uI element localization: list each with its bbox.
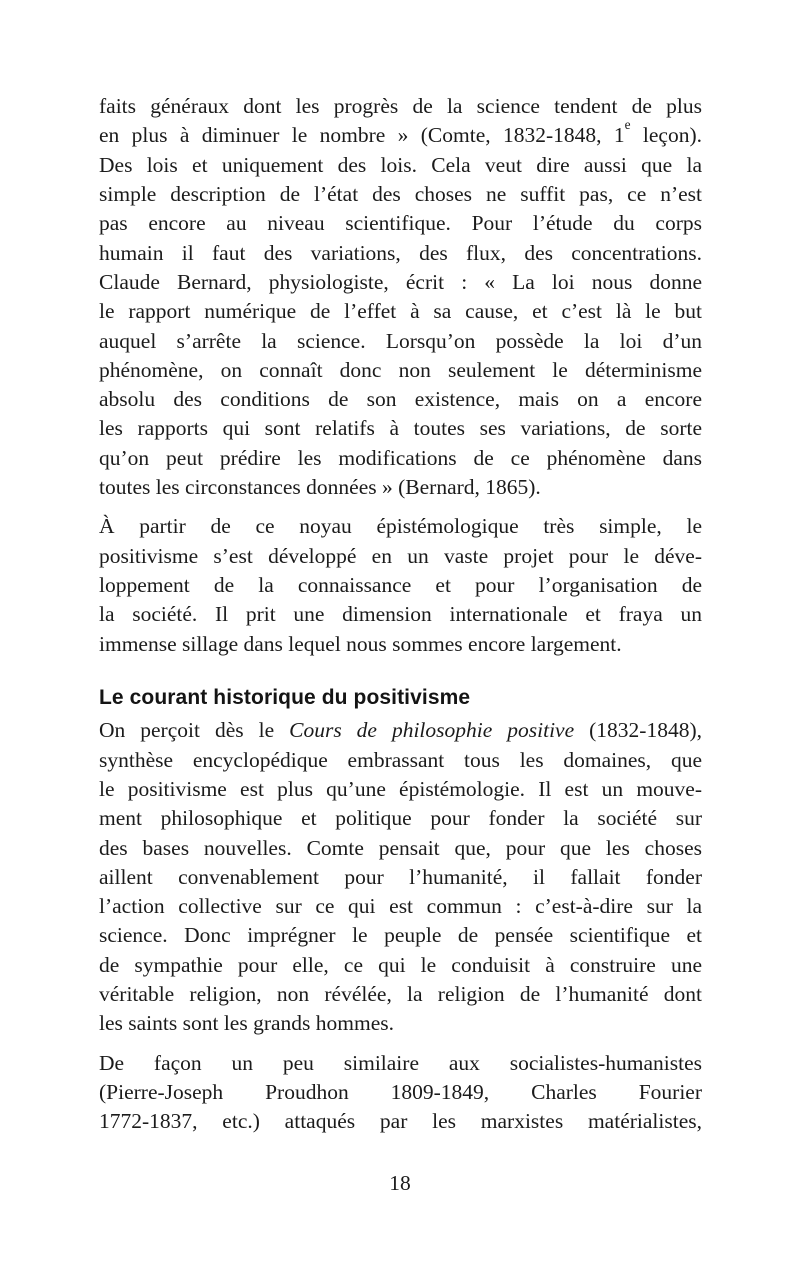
text-line: 1772-1837, etc.) attaqués par les marxistes matérialistes,	[99, 1109, 702, 1134]
text-line: science. Donc imprégner le peuple de pensée scientifique et	[99, 923, 702, 948]
page-number: 18	[389, 1171, 411, 1195]
text-line: humain il faut des variations, des flux, des concentrations.	[99, 240, 702, 265]
text-line: ment philosophique et politique pour fonder la société sur	[99, 806, 702, 831]
text-line: Claude Bernard, physiologiste, écrit : « La loi nous donne	[99, 269, 702, 294]
paragraph	[99, 1049, 702, 1137]
text-line: faits généraux dont les progrès de la science tendent de plus	[99, 94, 702, 118]
text-line: l’action collective sur ce qui est commun : c’est-à-dire sur la	[99, 894, 702, 919]
paragraph	[99, 92, 702, 502]
text-line	[99, 116, 702, 150]
text-line: toutes les circonstances données » (Bernard, 1865).	[99, 475, 541, 500]
text-line: les saints sont les grands hommes.	[99, 1011, 395, 1036]
text-line	[99, 716, 702, 745]
text-line: pas encore au niveau scientifique. Pour l’étude du corps	[99, 211, 702, 236]
text-line: les rapports qui sont relatifs à toutes ses variations, de sorte	[99, 416, 702, 441]
text-line: De façon un peu similaire aux socialistes-humanistes	[99, 1050, 702, 1075]
text-line: de sympathie pour elle, ce qui le conduisit à construire une	[99, 952, 702, 977]
text-line: immense sillage dans lequel nous sommes encore largement.	[99, 631, 622, 656]
superscript-ordinal: e	[624, 116, 631, 132]
paragraph	[99, 716, 702, 1038]
text-line: auquel s’arrête la science. Lorsqu’on possède la loi d’un	[99, 328, 702, 353]
line-text: en plus à diminuer le nombre » (Comte, 1832-1848, 1	[99, 123, 625, 148]
line-text: leçon).	[630, 123, 702, 148]
text-line: phénomène, on connaît donc non seulement le déterminisme	[99, 357, 702, 382]
text-line: le positivisme est plus qu’une épistémologie. Il est un mouve-	[99, 776, 702, 801]
text-line: positivisme s’est développé en un vaste projet pour le déve-	[99, 543, 702, 568]
text-line: le rapport numérique de l’effet à sa cause, et c’est là le but	[99, 299, 702, 324]
line-text: (1832-1848),	[574, 718, 702, 743]
text-line: absolu des conditions de son existence, mais on a encore	[99, 387, 702, 412]
text-line: loppement de la connaissance et pour l’organisation de	[99, 573, 702, 597]
text-line: À partir de ce noyau épistémologique très simple, le	[99, 514, 702, 539]
paragraph	[99, 512, 702, 659]
text-line: (Pierre-Joseph Proudhon 1809-1849, Charles Fourier	[99, 1080, 702, 1104]
text-line: la société. Il prit une dimension internationale et fraya un	[99, 602, 702, 627]
section-heading: Le courant historique du positivisme	[99, 685, 471, 709]
text-line: Des lois et uniquement des lois. Cela veut dire aussi que la	[99, 152, 702, 177]
line-text: On perçoit dès le	[99, 718, 290, 743]
text-line: qu’on peut prédire les modifications de ce phénomène dans	[99, 445, 702, 470]
text-line: des bases nouvelles. Comte pensait que, pour que les choses	[99, 835, 702, 860]
text-line: synthèse encyclopédique embrassant tous les domaines, que	[99, 747, 702, 772]
text-line: véritable religion, non révélée, la religion de l’humanité dont	[99, 982, 702, 1007]
text-line: aillent convenablement pour l’humanité, il fallait fonder	[99, 864, 702, 889]
text-block	[99, 92, 702, 1137]
book-title-italic: Cours de philosophie positive	[289, 718, 575, 743]
text-line: simple description de l’état des choses ne suffit pas, ce n’est	[99, 181, 702, 206]
